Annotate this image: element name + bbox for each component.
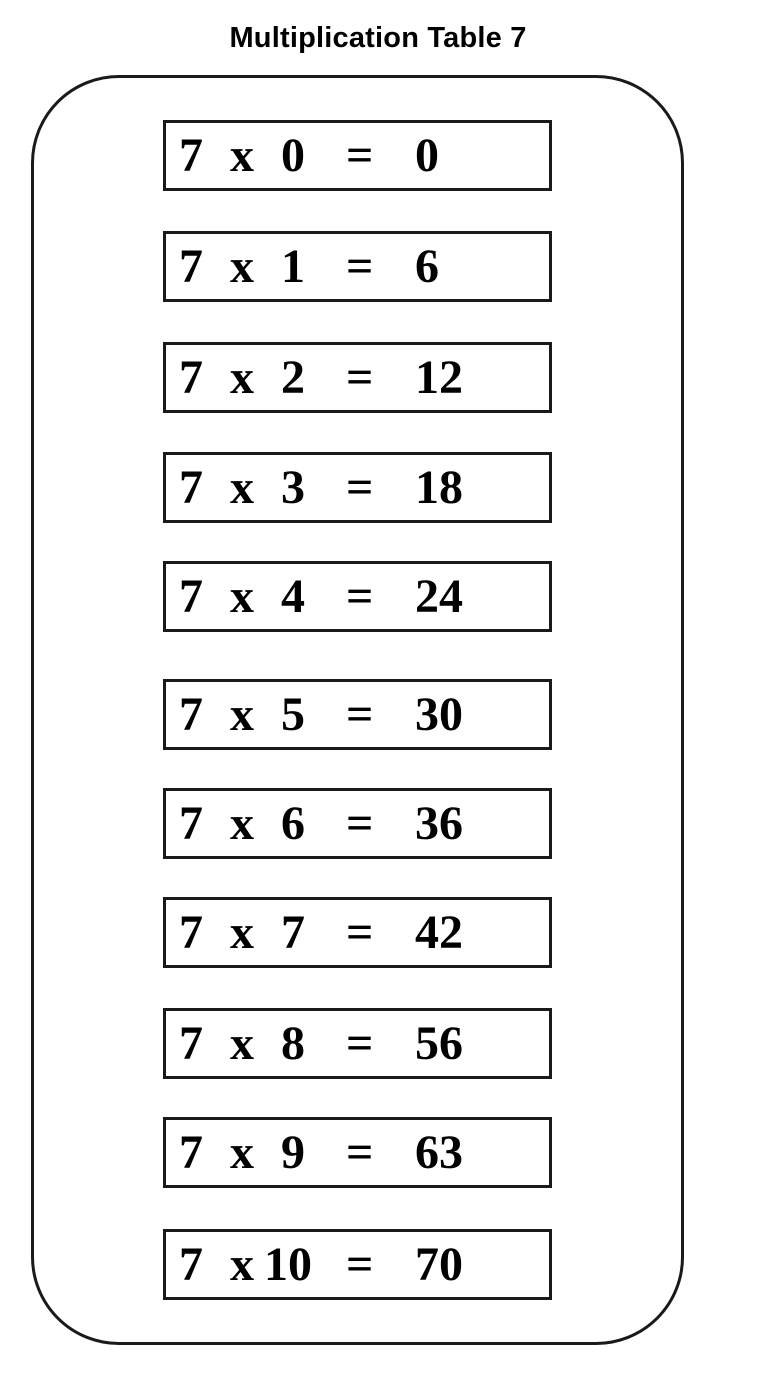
table-row xyxy=(163,1117,552,1188)
times-sign: x xyxy=(230,569,254,623)
result: 24 xyxy=(415,569,463,623)
equals-sign: = xyxy=(346,1237,374,1291)
result: 30 xyxy=(415,687,463,741)
table-row xyxy=(163,897,552,968)
table-row xyxy=(163,231,552,302)
multiplicand: 7 xyxy=(179,1016,203,1070)
multiplier: 8 xyxy=(281,1016,305,1070)
times-sign: x xyxy=(230,687,254,741)
times-sign: x xyxy=(230,128,254,182)
result: 36 xyxy=(415,796,463,850)
multiplicand: 7 xyxy=(179,687,203,741)
multiplicand: 7 xyxy=(179,796,203,850)
times-sign: x xyxy=(230,1125,254,1179)
multiplier: 1 xyxy=(281,239,305,293)
multiplicand: 7 xyxy=(179,1237,203,1291)
times-sign: x xyxy=(230,239,254,293)
multiplier: 7 xyxy=(281,905,305,959)
times-sign: x xyxy=(230,350,254,404)
equals-sign: = xyxy=(346,687,374,741)
times-sign: x xyxy=(230,460,254,514)
result: 0 xyxy=(415,128,439,182)
table-row xyxy=(163,452,552,523)
times-sign: x xyxy=(230,1237,254,1291)
equals-sign: = xyxy=(346,1125,374,1179)
equals-sign: = xyxy=(346,128,374,182)
times-sign: x xyxy=(230,1016,254,1070)
page-title: Multiplication Table 7 xyxy=(229,22,527,54)
table-row xyxy=(163,788,552,859)
result: 6 xyxy=(415,239,439,293)
table-row xyxy=(163,120,552,191)
result: 63 xyxy=(415,1125,463,1179)
equals-sign: = xyxy=(346,569,374,623)
multiplicand: 7 xyxy=(179,1125,203,1179)
multiplicand: 7 xyxy=(179,569,203,623)
equals-sign: = xyxy=(346,905,374,959)
equals-sign: = xyxy=(346,460,374,514)
result: 56 xyxy=(415,1016,463,1070)
multiplier: 4 xyxy=(281,569,305,623)
equals-sign: = xyxy=(346,1016,374,1070)
multiplicand: 7 xyxy=(179,128,203,182)
result: 70 xyxy=(415,1237,463,1291)
multiplier: 0 xyxy=(281,128,305,182)
multiplicand: 7 xyxy=(179,460,203,514)
multiplier: 3 xyxy=(281,460,305,514)
multiplier: 2 xyxy=(281,350,305,404)
multiplicand: 7 xyxy=(179,350,203,404)
multiplicand: 7 xyxy=(179,239,203,293)
multiplicand: 7 xyxy=(179,905,203,959)
table-row xyxy=(163,1229,552,1300)
multiplier: 6 xyxy=(281,796,305,850)
equals-sign: = xyxy=(346,350,374,404)
table-row xyxy=(163,561,552,632)
multiplier: 5 xyxy=(281,687,305,741)
times-sign: x xyxy=(230,905,254,959)
equals-sign: = xyxy=(346,239,374,293)
table-row xyxy=(163,342,552,413)
times-sign: x xyxy=(230,796,254,850)
table-row xyxy=(163,1008,552,1079)
multiplier: 9 xyxy=(281,1125,305,1179)
table-row xyxy=(163,679,552,750)
result: 12 xyxy=(415,350,463,404)
multiplier: 10 xyxy=(264,1237,312,1291)
result: 18 xyxy=(415,460,463,514)
result: 42 xyxy=(415,905,463,959)
equals-sign: = xyxy=(346,796,374,850)
